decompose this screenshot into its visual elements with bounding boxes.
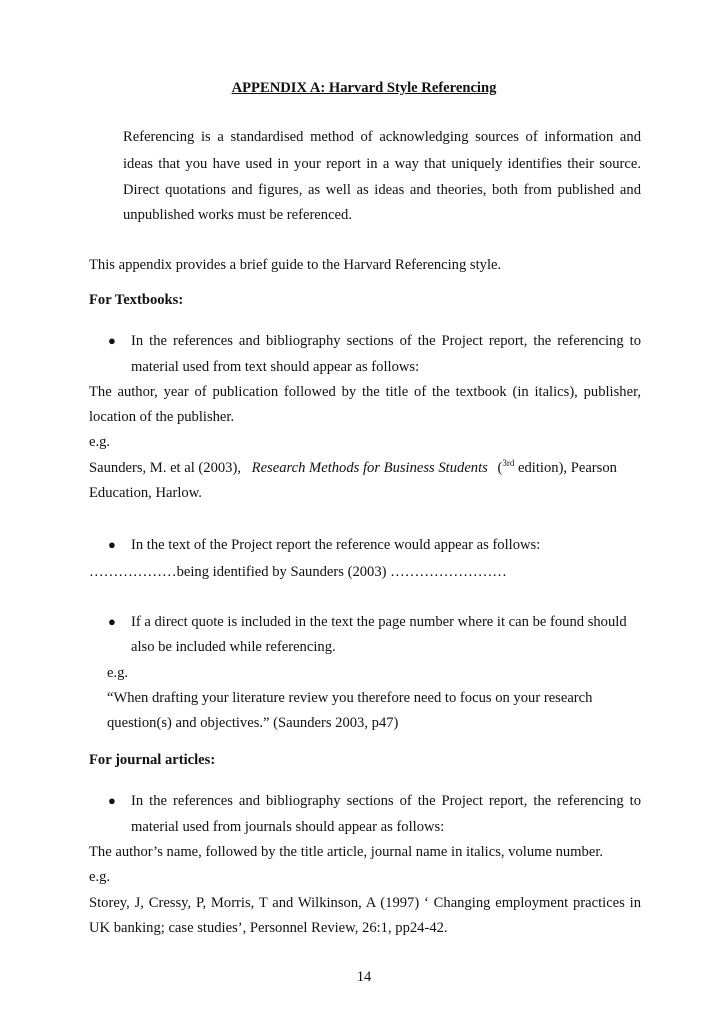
- bullet-icon: ●: [108, 537, 116, 552]
- textbook-example-line-2: Education, Harlow.: [89, 485, 202, 501]
- journal-example-line-2: UK banking; case studies’, Personnel Review, 26:1, pp24-42.: [89, 920, 448, 936]
- example-edition-rest: edition), Pearson: [518, 460, 617, 476]
- textbook-bullet3-line-2: also be included while referencing.: [131, 639, 336, 655]
- bullet-icon: ●: [108, 614, 116, 629]
- textbook-format-line-2: location of the publisher.: [89, 409, 235, 425]
- journal-example-line-1: Storey, J, Cressy, P, Morris, T and Wilkinson, A (1997) ‘ Changing employment practices in: [89, 895, 641, 911]
- intro-line-4: unpublished works must be referenced.: [123, 207, 352, 223]
- textbook-bullet2: In the text of the Project report the reference would appear as follows:: [131, 537, 541, 553]
- intro-line-1: Referencing is a standardised method of acknowledging sources of information and: [123, 129, 641, 145]
- textbook-bullet1-line-2: material used from text should appear as follows:: [131, 359, 420, 375]
- example-author: Saunders, M. et al (2003),: [89, 460, 241, 476]
- bullet-icon: ●: [108, 793, 116, 808]
- appendix-heading: APPENDIX A: Harvard Style Referencing: [231, 80, 497, 96]
- journal-format-line: The author’s name, followed by the title article, journal name in italics, volume number.: [89, 844, 604, 860]
- eg-label: e.g.: [89, 434, 111, 450]
- guide-sentence: This appendix provides a brief guide to the Harvard Referencing style.: [89, 257, 502, 273]
- textbook-bullet3-line-1: If a direct quote is included in the text the page number where it can be found should: [131, 614, 627, 630]
- example-edition-number: [502, 458, 514, 468]
- journals-heading: For journal articles:: [89, 752, 216, 768]
- page-number: 14: [356, 969, 372, 985]
- textbooks-heading: For Textbooks:: [89, 292, 184, 308]
- eg-label: e.g.: [107, 665, 129, 681]
- intro-line-2: ideas that you have used in your report in a way that uniquely identifies their source.: [123, 156, 641, 172]
- textbook-bullet1-line-1: In the references and bibliography sections of the Project report, the referencing to: [131, 333, 641, 349]
- example-title: Research Methods for Business Students: [251, 460, 488, 476]
- eg-label: e.g.: [89, 869, 111, 885]
- edition-ordinal-suffix: rd: [506, 458, 515, 469]
- quote-line-2: question(s) and objectives.” (Saunders 2003, p47): [107, 715, 399, 731]
- edition-number-digit: 3: [502, 458, 507, 469]
- example-paren: (: [497, 460, 503, 476]
- textbook-example-line-1: [89, 459, 617, 477]
- journal-bullet1-line-1: In the references and bibliography sections of the Project report, the referencing to: [131, 793, 641, 809]
- quote-line-1: “When drafting your literature review you therefore need to focus on your research: [107, 690, 593, 706]
- bullet-icon: ●: [108, 333, 116, 348]
- in-text-example: ………………being identified by Saunders (2003) ……………………: [89, 564, 507, 580]
- journal-bullet1-line-2: material used from journals should appear as follows:: [131, 819, 445, 835]
- intro-line-3: Direct quotations and figures, as well as ideas and theories, both from published and: [123, 182, 641, 198]
- textbook-format-line-1: The author, year of publication followed by the title of the textbook (in italics), publisher,: [89, 384, 641, 400]
